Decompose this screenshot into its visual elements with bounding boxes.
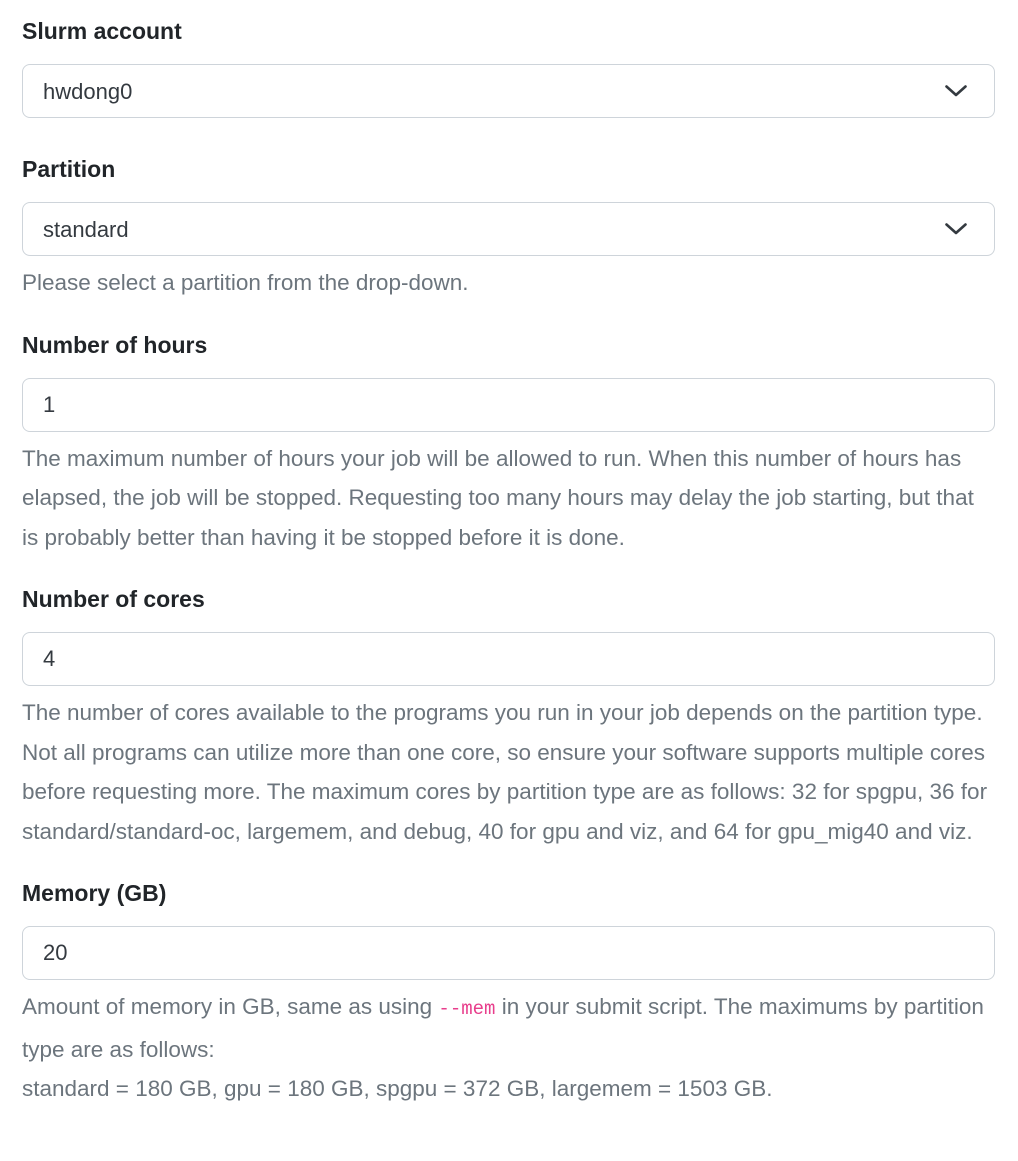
- memory-input-wrap: [22, 926, 995, 980]
- cores-input[interactable]: [22, 632, 995, 686]
- cores-help-text: The number of cores available to the programs you run in your job depends on the partition type. Not all programs can utilize more than one core, so ensure your software supports multiple cores before requesting more. The maximum cores by partition type are as follows: 32 for spgpu, 36 for standard/standard-oc, largemem, and debug, 40 for gpu and viz, and 64 for gpu_mig40 and viz.: [22, 700, 988, 844]
- mem-flag-code: --mem: [438, 998, 496, 1020]
- hours-help-text: The maximum number of hours your job will be allowed to run. When this number of hours has elapsed, the job will be stopped. Requesting too many hours may delay the job starting, but that is probably better than having it be stopped before it is done.: [22, 445, 974, 550]
- hours-input[interactable]: [22, 378, 995, 432]
- partition-select-wrap: [22, 202, 995, 256]
- form-group-memory: [22, 880, 995, 1109]
- memory-help-maximums-line: standard = 180 GB, gpu = 180 GB, spgpu = 372 GB, largemem = 1503 GB.: [22, 1076, 773, 1101]
- form-group-hours: [22, 332, 995, 558]
- memory-input[interactable]: [22, 926, 995, 980]
- cores-input-wrap: [22, 632, 995, 686]
- cores-label: Number of cores: [22, 586, 205, 612]
- partition-select[interactable]: [22, 202, 995, 256]
- slurm-account-select[interactable]: [22, 64, 995, 118]
- partition-help-text: Please select a partition from the drop-down.: [22, 270, 469, 295]
- form-group-cores: [22, 586, 995, 851]
- memory-label: Memory (GB): [22, 880, 167, 906]
- form-group-slurm-account: [22, 18, 995, 118]
- form-group-partition: [22, 156, 995, 303]
- slurm-account-label: Slurm account: [22, 18, 182, 44]
- slurm-account-select-wrap: [22, 64, 995, 118]
- hours-input-wrap: [22, 378, 995, 432]
- hours-label: Number of hours: [22, 331, 208, 358]
- memory-help-text: [22, 987, 995, 1109]
- partition-label: Partition: [22, 156, 116, 182]
- memory-help-before-code: Amount of memory in GB, same as using: [22, 994, 439, 1019]
- memory-help-after-code: in your submit script. The maximums by partition type are as follows:: [22, 994, 984, 1062]
